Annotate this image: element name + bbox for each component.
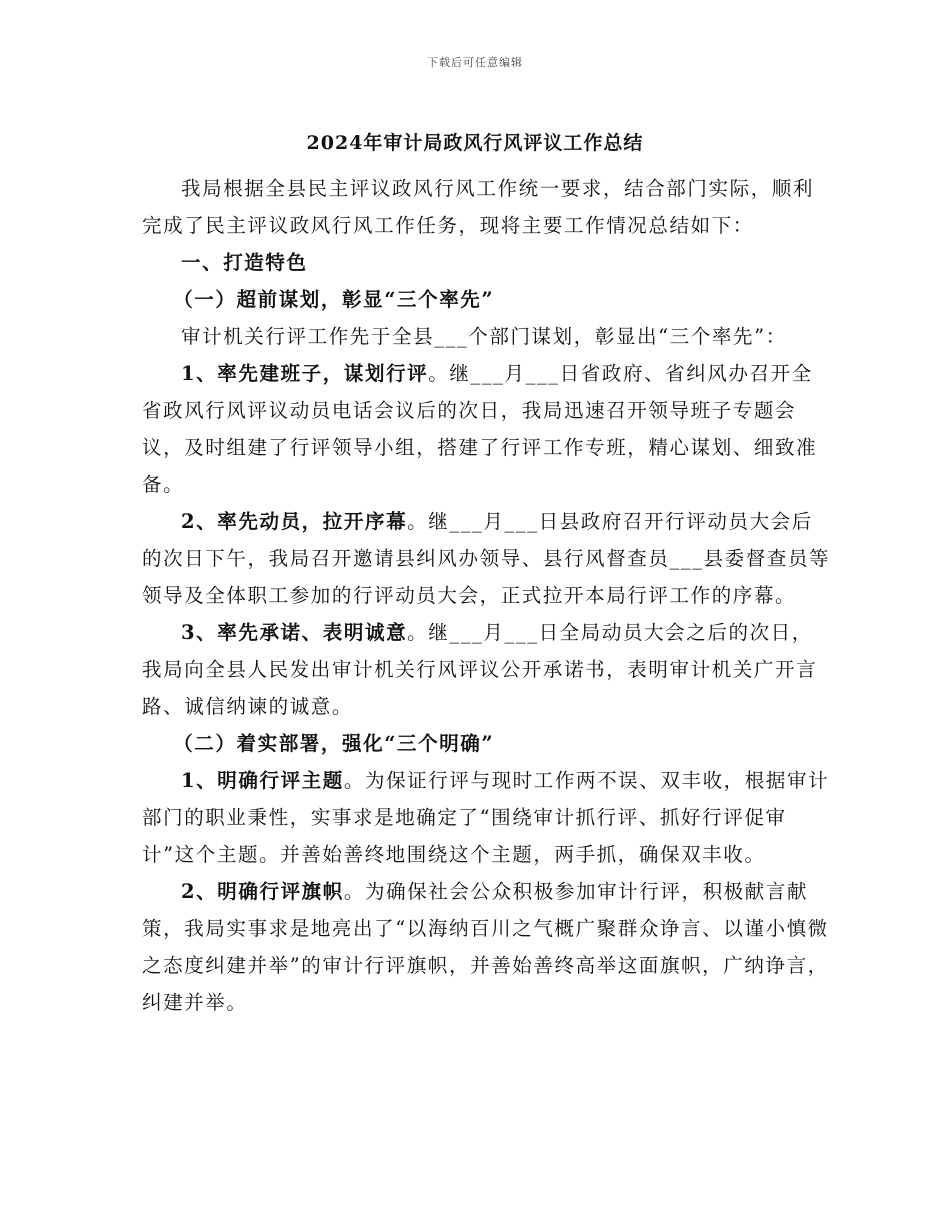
item-lead: 2、率先动员，拉开序幕 [181, 510, 408, 533]
subsection-intro-1: 审计机关行评工作先于全县___个部门谋划，彰显出“三个率先”： [181, 325, 787, 348]
item-text: 。继___月___日省政府、省纠风办召开全省政风行风评议动员电话会议后的次日，我局迅速召开领导班子专题会议，及时组建了行评领导小组，搭建了行评工作专班，精心谋划、细致准备。 [142, 362, 818, 496]
list-item-paragraph [142, 762, 832, 873]
list-item-paragraph [142, 503, 832, 614]
section-heading-1: 一、打造特色 [181, 251, 308, 274]
item-lead: 3、率先承诺、表明诚意 [181, 621, 408, 644]
item-lead: 2、明确行评旗帜 [181, 880, 344, 903]
item-text: 。继___月___日全局动员大会之后的次日，我局向全县人民发出审计机关行风评议公开承诺书，表明审计机关广开言路、诚信纳谏的诚意。 [142, 621, 818, 718]
list-item-paragraph [142, 873, 832, 1021]
document-body [142, 170, 832, 1021]
subsection-heading-1: （一）超前谋划，彰显“三个率先” [173, 288, 495, 311]
item-text: 。继___月___日县政府召开行评动员大会后的次日下午，我局召开邀请县纠风办领导、县行风督查员___县委督查员等领导及全体职工参加的行评动员大会，正式拉开本局行评工作的序幕。 [142, 510, 831, 607]
item-text: 。为保证行评与现时工作两不误、双丰收，根据审计部门的职业秉性，实事求是地确定了“围绕审计抓行评、抓好行评促审计”这个主题。并善始善终地围绕这个主题，两手抓，确保双丰收。 [142, 769, 830, 866]
list-item-paragraph [142, 355, 832, 503]
item-lead: 1、明确行评主题 [181, 769, 344, 792]
intro-paragraph: 我局根据全县民主评议政风行风工作统一要求，结合部门实际，顺利完成了民主评议政风行风工作任务，现将主要工作情况总结如下： [142, 177, 815, 237]
subsection-heading-2: （二）着实部署，强化“三个明确” [173, 732, 495, 755]
item-text: 。为确保社会公众积极参加审计行评，积极献言献策，我局实事求是地亮出了“以海纳百川之气概广聚群众诤言、以谨小慎微之态度纠建并举”的审计行评旗帜，并善始善终高举这面旗帜，广纳诤言，纠建并举。 [142, 880, 829, 1014]
list-item-paragraph [142, 614, 832, 725]
header-note: 下载后可任意编辑 [427, 56, 523, 69]
item-lead: 1、率先建班子，谋划行评 [181, 362, 429, 385]
document-title: 2024年审计局政风行风评议工作总结 [306, 132, 644, 154]
